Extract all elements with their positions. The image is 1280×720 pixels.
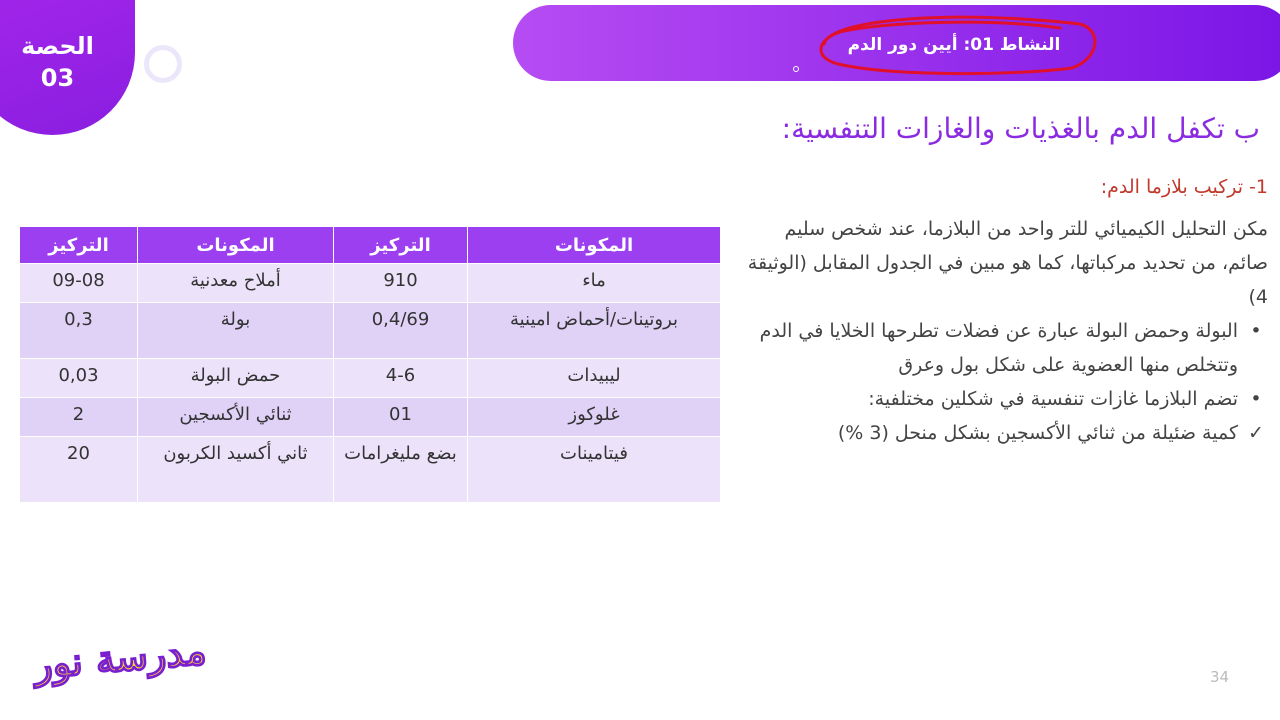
check-item (733, 416, 1268, 450)
table-row (20, 303, 721, 359)
bullet-text: البولة وحمض البولة عبارة عن فضلات تطرحها الخلايا في الدم وتتخلص منها العضوية على شكل بول وعرق (759, 320, 1238, 376)
activity-title: النشاط 01: أيين دور الدم (847, 35, 1061, 55)
plasma-composition-table (19, 226, 721, 503)
table-row (20, 264, 721, 303)
lesson-label: الحصة (21, 32, 94, 60)
column-header: المكونات (468, 227, 721, 264)
checkmark-icon: ✓ (1248, 422, 1264, 444)
lesson-badge (0, 30, 115, 94)
bullet-dot-icon: • (1250, 320, 1262, 342)
decorative-ring (144, 45, 182, 83)
page-number: 34 (1210, 668, 1230, 686)
intro-paragraph: مكن التحليل الكيميائي للتر واحد من البلازما، عند شخص سليم صائم، من تحديد مركباتها، كما هو مبين في الجدول المقابل (الوثيقة 4) (747, 218, 1268, 308)
decorative-dot (793, 66, 799, 72)
table-cell: أملاح معدنية (138, 264, 334, 303)
table-cell: ثنائي الأكسجين (138, 398, 334, 437)
table-cell: 01 (334, 398, 468, 437)
table-row (20, 437, 721, 503)
table-cell: 4-6 (334, 359, 468, 398)
table-cell: ليبيدات (468, 359, 721, 398)
bullet-item (733, 314, 1268, 382)
table-cell: غلوكوز (468, 398, 721, 437)
table-cell: 2 (20, 398, 138, 437)
table-cell: ثاني أكسيد الكربون (138, 437, 334, 503)
table-cell: 20 (20, 437, 138, 503)
table-cell: 910 (334, 264, 468, 303)
table-cell: 09-08 (20, 264, 138, 303)
table-cell: بضع مليغرامات (334, 437, 468, 503)
table-cell: 0,4/69 (334, 303, 468, 359)
table-cell: 0,03 (20, 359, 138, 398)
text-block (733, 212, 1268, 450)
sub-heading: 1- تركيب بلازما الدم: (1100, 176, 1268, 198)
section-title: ب تكفل الدم بالغذيات والغازات التنفسية: (781, 112, 1260, 145)
lesson-number: 03 (40, 64, 75, 92)
table-cell: حمض البولة (138, 359, 334, 398)
bullet-dot-icon: • (1250, 388, 1262, 410)
table-header-row (20, 227, 721, 264)
column-header: المكونات (138, 227, 334, 264)
bullet-item (733, 382, 1268, 416)
table-cell: ماء (468, 264, 721, 303)
check-text: كمية ضئيلة من ثنائي الأكسجين بشكل منحل (3 %) (837, 422, 1238, 444)
column-header: التركيز (20, 227, 138, 264)
table-cell: فيتامينات (468, 437, 721, 503)
table-cell: 0,3 (20, 303, 138, 359)
table-cell: بروتينات/أحماض امينية (468, 303, 721, 359)
table-cell: بولة (138, 303, 334, 359)
table-row (20, 398, 721, 437)
school-logo: مدرسة نور (32, 627, 208, 688)
bullet-text: تضم البلازما غازات تنفسية في شكلين مختلفية: (868, 388, 1238, 410)
column-header: التركيز (334, 227, 468, 264)
table-row (20, 359, 721, 398)
